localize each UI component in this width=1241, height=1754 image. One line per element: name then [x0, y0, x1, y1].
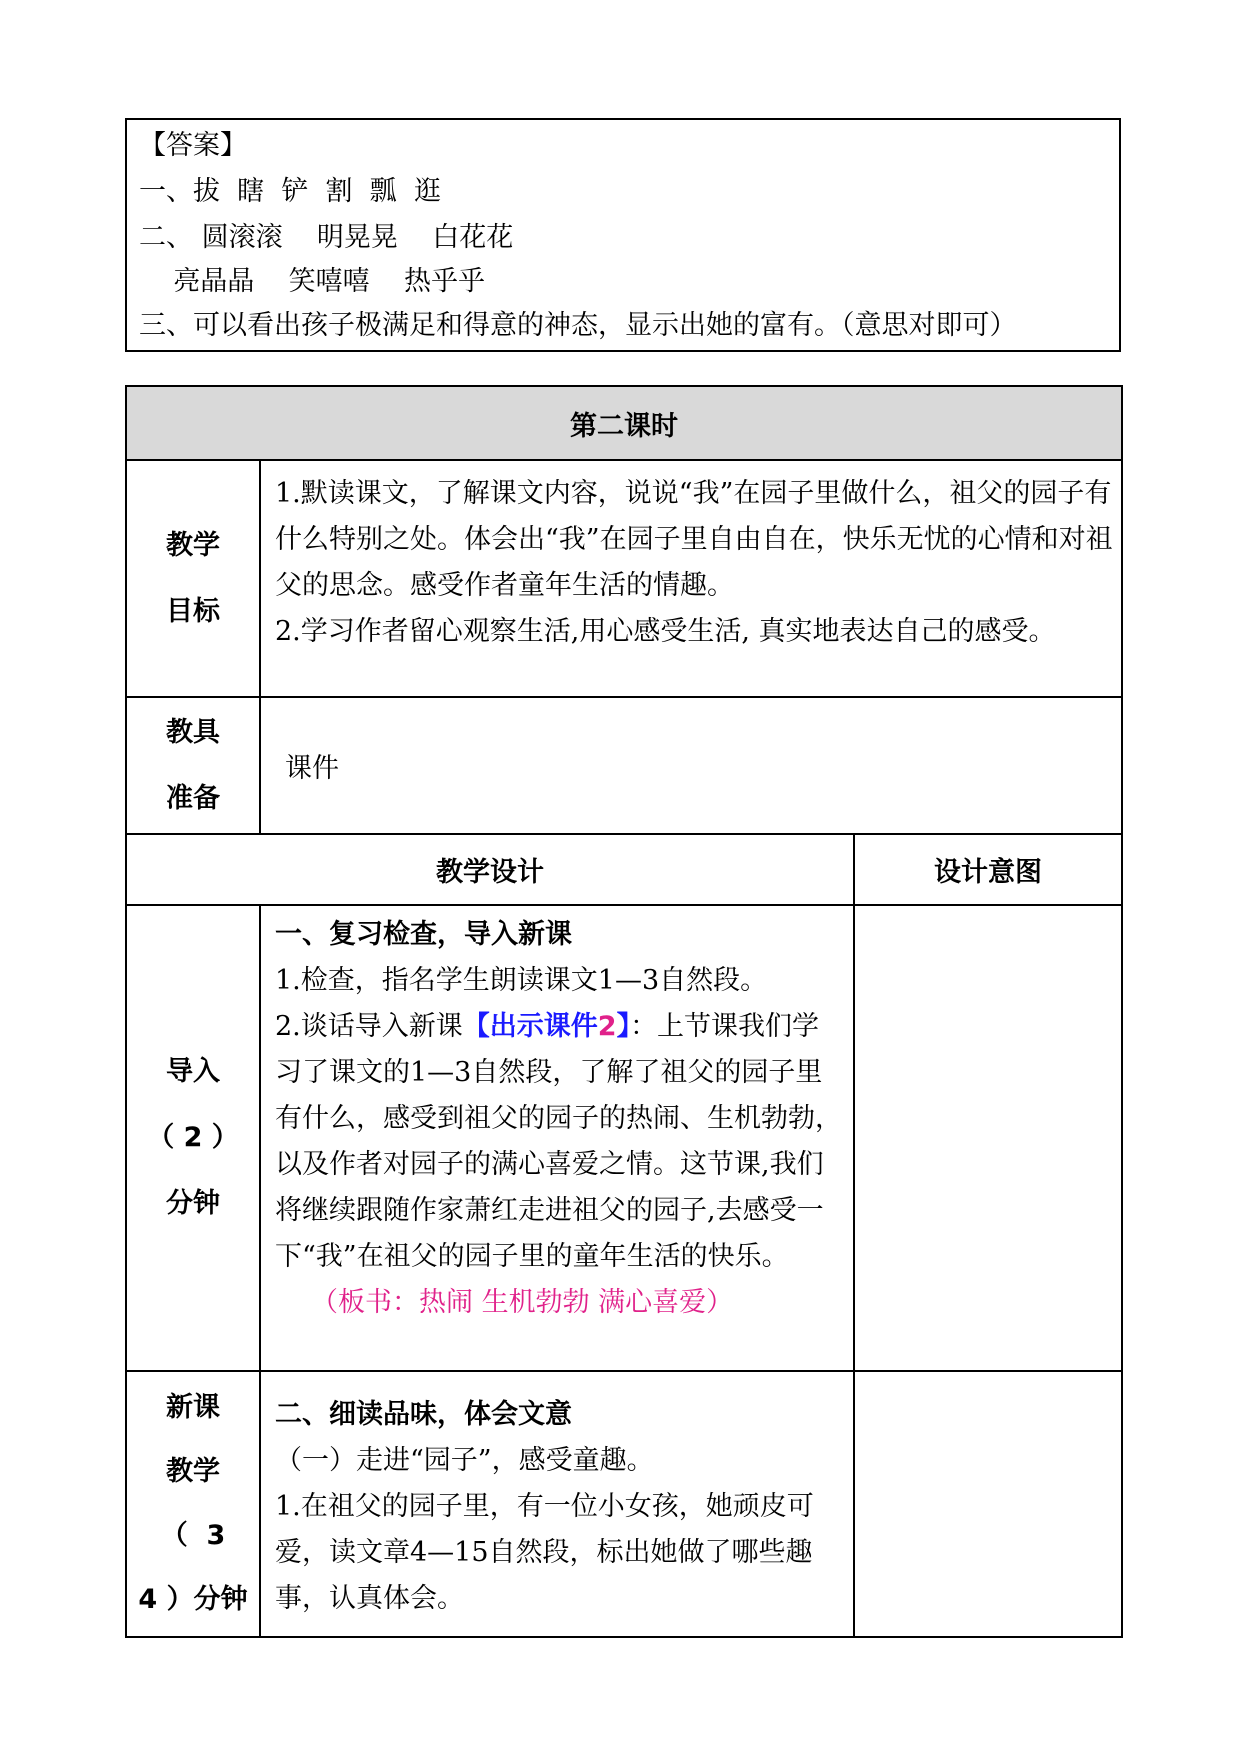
goal-1: 1.默读课文，了解课文内容，说说“我”在园子里做什么，祖父的园子有什么特别之处。体会出“我”在园子里自由自在，快乐无忧的心情和对祖父的思念。感受作者童年生活的情趣。 — [275, 478, 1113, 601]
new-lesson-label-line-1: 新课 — [166, 1392, 220, 1423]
lesson-header: 第二课时 — [126, 386, 1122, 460]
intro-heading: 一、复习检查，导入新课 — [275, 919, 572, 950]
goals-label-line-1: 教学 — [166, 529, 220, 561]
intro-content — [260, 905, 854, 1371]
new-lesson-heading: 二、细读品味，体会文意 — [275, 1399, 572, 1430]
intent-header: 设计意图 — [854, 834, 1122, 905]
intro-label — [126, 905, 260, 1371]
courseware-bracket-open: 【 — [462, 1011, 490, 1042]
tools-label-line-2: 准备 — [166, 782, 220, 814]
new-lesson-label-line-4: 4 ）分钟 — [138, 1584, 248, 1615]
new-lesson-step-1: （一）走进“园子”，感受童趣。 — [275, 1445, 654, 1476]
goal-2: 2.学习作者留心观察生活,用心感受生活, 真实地表达自己的感受。 — [275, 616, 1056, 647]
answer-line-1: 一、拔 瞎 铲 割 瓢 逛 — [139, 176, 441, 207]
lesson-plan-table — [125, 385, 1123, 1638]
new-lesson-label-line-2: 教学 — [166, 1456, 220, 1487]
new-lesson-content — [260, 1371, 854, 1637]
design-header: 教学设计 — [126, 834, 854, 905]
goals-content — [260, 460, 1122, 697]
intro-step-2 — [275, 1004, 845, 1326]
board-notes: （板书：热闹 生机勃勃 满心喜爱） — [311, 1287, 734, 1318]
answer-box — [125, 118, 1121, 352]
answer-line-4: 三、可以看出孩子极满足和得意的神态，显示出她的富有。（意思对即可） — [139, 310, 1017, 341]
answer-line-3: 亮晶晶 笑嘻嘻 热乎乎 — [139, 266, 485, 297]
new-lesson-label-line-3: （ 3 — [160, 1520, 226, 1551]
answer-line-2: 二、 圆滚滚 明晃晃 白花花 — [139, 222, 514, 253]
tools-value: 课件 — [260, 697, 1122, 834]
intro-label-line-3: 分钟 — [166, 1188, 220, 1219]
new-lesson-label — [126, 1371, 260, 1637]
intro-label-line-2: （ 2 ） — [147, 1122, 239, 1153]
courseware-link: 出示课件 — [489, 1011, 598, 1042]
intro-step-2-rest: ：上节课我们学习了课文的1—3自然段，了解了祖父的园子里有什么，感受到祖父的园子的热闹、生机勃勃，以及作者对园子的满心喜爱之情。这节课,我们将继续跟随作家萧红走进祖父的园子,去感受一下“我”在祖父的园子里的童年生活的快乐。 — [275, 1011, 842, 1272]
goals-label-line-2: 目标 — [166, 595, 220, 627]
courseware-bracket-close: 】 — [616, 1011, 631, 1042]
intro-step-1: 1.检查，指名学生朗读课文1—3自然段。 — [275, 965, 768, 996]
tools-label-line-1: 教具 — [166, 716, 220, 748]
intro-intent — [854, 905, 1122, 1371]
intro-step-2-start: 2.谈话导入新课 — [275, 1011, 463, 1042]
intro-label-line-1: 导入 — [166, 1056, 220, 1087]
goals-label — [126, 460, 260, 697]
tools-label — [126, 697, 260, 834]
answer-title: 【答案】 — [139, 130, 247, 161]
courseware-number: 2 — [597, 1011, 617, 1042]
new-lesson-step-2: 1.在祖父的园子里，有一位小女孩，她顽皮可爱，读文章4—15自然段，标出她做了哪些趣事，认真体会。 — [275, 1491, 814, 1614]
new-lesson-intent — [854, 1371, 1122, 1637]
